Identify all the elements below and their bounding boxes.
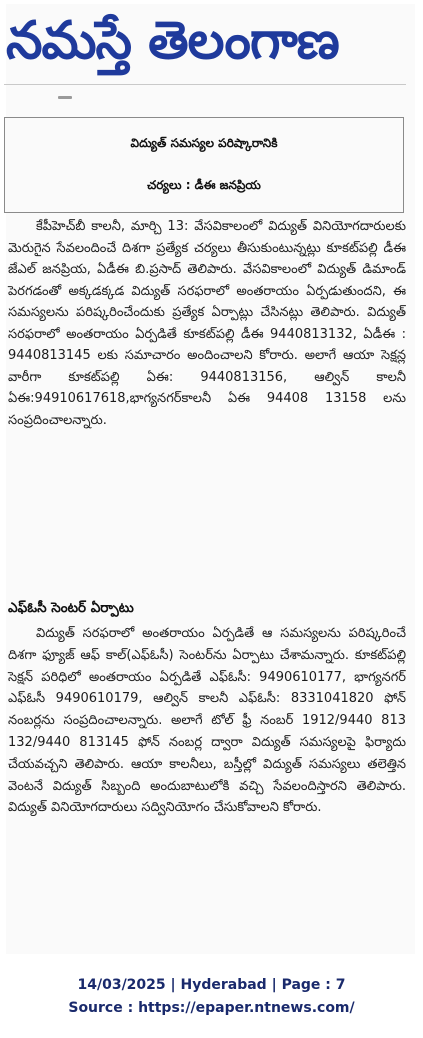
masthead-divider <box>4 84 406 85</box>
print-mark <box>58 96 72 99</box>
headline-line-1: విద్యుత్ సమస్యల పరిష్కారానికి <box>130 136 278 150</box>
paragraph-2: విద్యుత్ సరఫరాలో అంతరాయం ఏర్పడితే ఆ సమస్యలను పరిష్కరించే దిశగా ఫ్యూజ్ ఆఫ్ కాల్(ఎఫ్‌ఓసీ) సెంటర్‌ను ఏర్పాటు చేశామన్నారు. కూకట్‌పల్లి సెక్షన్ పరిధిలో అంతరాయం ఏర్పడితే ఎఫ్‌ఓసీ: 9490610177, భాగ్యనగర్ ఎఫ్‌ఓసీ 9490610179, ఆల్విన్ కాలనీ ఎఫ్‌ఓసీ: 8331041820 ఫోన్ నంబర్లను సంప్రదించాలన్నారు. అలాగే టోల్ ఫ్రీ నంబర్ 1912/9440 813 132/9440 813145 ఫోన్ నంబర్ల ద్వారా విద్యుత్ సమస్యలపై ఫిర్యాదు చేయవచ్చని తెలిపారు. ఆయా కాలనీలు, బస్తీల్లో విద్యుత్ సమస్యలు తలెత్తిన వెంటనే విద్యుత్ సిబ్బంది అందుబాటులోకి వచ్చి సేవలందిస్తారని తెలిపారు. విద్యుత్ వినియోగదారులు సద్వినియోగం చేసుకోవాలని కోరారు. <box>8 626 406 816</box>
source-link[interactable]: Source : https://epaper.ntnews.com/ <box>68 1000 355 1016</box>
publication-meta: 14/03/2025 | Hyderabad | Page : 7 <box>77 977 346 993</box>
article-body-1 <box>8 216 406 431</box>
newspaper-masthead: నమస్తే తెలంగాణ <box>6 11 339 71</box>
paragraph-1: కేపీహెచ్‌బీ కాలనీ, మార్చి 13: వేసవికాలంలో విద్యుత్ వినియోగదారులకు మెరుగైన సేవలందించే దిశగా ప్రత్యేక చర్యలు తీసుకుంటున్నట్లు కూకట్‌పల్లి డీఈ జేఎల్ జనప్రియ, ఏడీఈ బి.ప్రసాద్ తెలిపారు. వేసవికాలంలో విద్యుత్ డిమాండ్ పెరగడంతో అక్కడక్కడ విద్యుత్ సరఫరాలో అంతరాయం ఏర్పడుతుందని, ఈ సమస్యలను పరిష్కరించేందుకు ప్రత్యేక ఏర్పాట్లు చేసినట్లు తెలిపారు. విద్యుత్ సరఫరాలో అంతరాయం ఏర్పడితే కూకట్‌పల్లి డీఈ 9440813132, ఏడీఈ : 9440813145 లకు సమాచారం అందించాలని కోరారు. అలాగే ఆయా సెక్షన్ల వారీగా కూకట్‌పల్లి ఏఈ: 9440813156, ఆల్విన్ కాలనీ ఏఈ:94910617618,భాగ్యనగర్‌కాలనీ ఏఈ 94408 13158 లను సంప్రదించాలన్నారు. <box>8 219 406 428</box>
headline-line-2: చర్యలు : డీఈ జనప్రియ <box>147 178 261 192</box>
headline-box <box>4 117 404 213</box>
article-body-2 <box>8 623 406 819</box>
article-subhead: ఎఫ్‌ఓసీ సెంటర్ ఏర్పాటు <box>8 600 134 616</box>
